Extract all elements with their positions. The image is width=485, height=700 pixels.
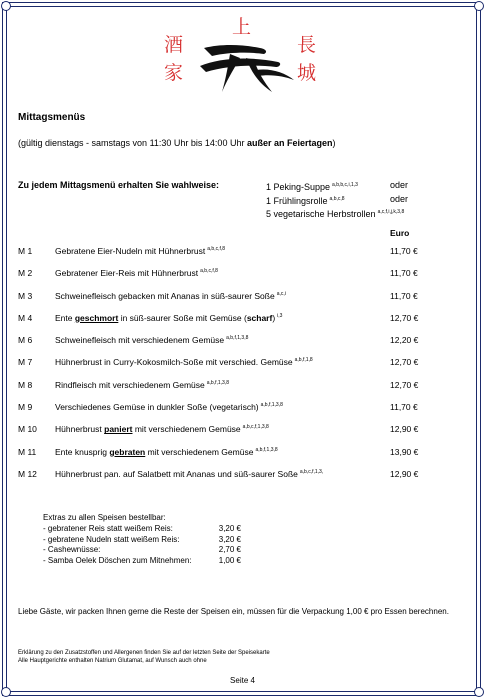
menu-item-dish bbox=[55, 402, 283, 412]
starter-option bbox=[266, 194, 408, 208]
menu-item-dish bbox=[55, 335, 248, 345]
menu-item-price: 12,70 € bbox=[390, 379, 419, 390]
validity-suffix: ) bbox=[332, 138, 336, 148]
menu-item bbox=[18, 424, 458, 446]
menu-item bbox=[18, 335, 458, 357]
menu-item-price: 11,70 € bbox=[390, 268, 418, 279]
dish-text: Ente knusprig bbox=[55, 446, 110, 457]
msg-note: Alle Hauptgerichte enthalten Natrium Glutamat, auf Wunsch auch ohne bbox=[18, 657, 207, 664]
menu-item-number: M 6 bbox=[18, 335, 33, 346]
extra-item-price: 1,00 € bbox=[218, 556, 241, 566]
dish-text: Schweinefleisch mit verschiedenem Gemüse bbox=[55, 335, 225, 346]
extra-item-name: - Samba Oelek Döschen zum Mitnehmen: bbox=[43, 556, 192, 566]
allergen-codes: a,b,b,c,i,1,3 bbox=[332, 182, 358, 188]
logo-char: 家 bbox=[164, 62, 184, 84]
menu-item-price: 11,70 € bbox=[390, 402, 418, 413]
menu-item-price: 13,90 € bbox=[390, 446, 419, 457]
starter-option bbox=[266, 180, 408, 194]
menu-item-dish bbox=[55, 469, 323, 479]
allergen-codes: a,c,f,i,j,k,3,8 bbox=[377, 209, 405, 215]
dish-text: mit verschiedenem Gemüse bbox=[132, 424, 241, 435]
dish-text: Schweinefleisch gebacken mit Ananas in süß-saurer Soße bbox=[55, 290, 275, 301]
corner-ornament-top-right bbox=[474, 1, 484, 11]
choice-label: Zu jedem Mittagsmenü erhalten Sie wahlweise: bbox=[18, 180, 220, 190]
starter-option-name: 1 Peking-Suppe $^{a,b,b,c,i,1,3}$ bbox=[266, 182, 358, 192]
menu-item-number: M 9 bbox=[18, 402, 33, 413]
menu-item bbox=[18, 291, 458, 313]
extra-item bbox=[43, 524, 241, 535]
extras-list bbox=[43, 524, 241, 567]
packaging-notice: Liebe Gäste, wir packen Ihnen gerne die Reste der Speisen ein, müssen für die Verpackung 1,00 € pro Essen berechnen. bbox=[18, 607, 449, 616]
allergen-codes: a,b,c,f,8 bbox=[200, 268, 218, 275]
menu-item bbox=[18, 380, 458, 402]
dish-text: Hühnerbrust in Curry-Kokosmilch-Soße mit verschied. Gemüse bbox=[55, 357, 293, 368]
dish-text: Ente bbox=[55, 312, 75, 323]
allergen-codes: a,c,i bbox=[276, 290, 286, 297]
extra-item bbox=[43, 535, 241, 546]
starter-option-conj: oder bbox=[390, 193, 409, 204]
dish-text: geschmort bbox=[74, 312, 119, 323]
validity-holiday: außer an Feiertagen bbox=[246, 138, 333, 148]
extra-item-price: 3,20 € bbox=[218, 523, 241, 533]
logo-char: 上 bbox=[232, 16, 252, 38]
allergen-codes: a,b,f,1,8 bbox=[294, 357, 313, 364]
menu-item-dish bbox=[55, 424, 269, 434]
menu-item-price: 12,90 € bbox=[390, 468, 419, 479]
allergen-codes: a,b,c,f,1,3,8 bbox=[242, 424, 269, 431]
menu-item-number: M 1 bbox=[18, 246, 33, 256]
menu-item bbox=[18, 357, 458, 379]
dish-text: ) bbox=[272, 312, 276, 323]
corner-ornament-top-left bbox=[1, 1, 11, 11]
menu-item-number: M 2 bbox=[18, 268, 33, 279]
allergen-codes: a,b,c,8 bbox=[329, 195, 345, 202]
allergen-codes: i,3 bbox=[277, 312, 283, 319]
dish-text: Gebratene Eier-Nudeln mit Hühnerbrust bbox=[55, 246, 206, 256]
menu-item bbox=[18, 447, 458, 469]
extra-item bbox=[43, 556, 241, 567]
menu-item-number: M 11 bbox=[18, 446, 37, 457]
allergen-note: Erklärung zu den Zusatzstoffen und Allergenen finden Sie auf der letzten Seite der Speisekarte bbox=[18, 650, 270, 656]
starter-option-name: 5 vegetarische Herbstrollen $^{a,c,f,i,j,k,3,8}$ bbox=[266, 209, 405, 219]
dish-text: paniert bbox=[104, 424, 133, 435]
menu-item-dish bbox=[55, 380, 229, 390]
lunch-menu-list bbox=[18, 246, 458, 491]
dish-text: mit verschiedenem Gemüse bbox=[145, 446, 254, 457]
validity-text: (gültig dienstags - samstags von 11:30 Uhr bis 14:00 Uhr bbox=[18, 138, 247, 148]
extra-item bbox=[43, 545, 241, 556]
extras-heading: Extras zu allen Speisen bestellbar: bbox=[43, 513, 166, 522]
menu-item bbox=[18, 246, 458, 268]
validity-note bbox=[18, 138, 335, 148]
dish-text: Rindfleisch mit verschiedenem Gemüse bbox=[55, 379, 205, 390]
starter-choices bbox=[266, 180, 408, 221]
menu-item-number: M 12 bbox=[18, 468, 37, 479]
dish-text: Hühnerbrust bbox=[55, 424, 105, 435]
menu-item-dish bbox=[55, 357, 313, 367]
dish-text: in süß-saurer Soße mit Gemüse ( bbox=[118, 312, 247, 323]
allergen-codes: a,b,f,1,3,8 bbox=[255, 446, 278, 453]
restaurant-logo bbox=[160, 14, 325, 104]
menu-item bbox=[18, 469, 458, 491]
great-wall-brush-icon bbox=[160, 14, 325, 104]
extra-item-name: - Cashewnüsse: bbox=[43, 545, 101, 555]
menu-item-price: 12,70 € bbox=[390, 357, 419, 368]
dish-text: scharf bbox=[246, 312, 273, 323]
corner-ornament-bottom-right bbox=[474, 687, 484, 697]
extra-item-price: 3,20 € bbox=[218, 534, 241, 544]
menu-item-number: M 10 bbox=[18, 424, 37, 435]
menu-item-dish bbox=[55, 447, 278, 457]
page-title: Mittagsmenüs bbox=[18, 112, 86, 123]
menu-item-number: M 7 bbox=[18, 357, 33, 368]
currency-header: Euro bbox=[390, 228, 410, 238]
menu-item-price: 11,70 € bbox=[390, 290, 418, 301]
menu-item-price: 12,70 € bbox=[390, 312, 419, 323]
menu-item-price: 11,70 € bbox=[390, 246, 418, 256]
menu-item-price: 12,90 € bbox=[390, 424, 419, 435]
dish-text: Verschiedenes Gemüse in dunkler Soße (vegetarisch) bbox=[55, 402, 259, 413]
corner-ornament-bottom-left bbox=[1, 687, 11, 697]
extra-item-price: 2,70 € bbox=[218, 545, 241, 555]
menu-item bbox=[18, 268, 458, 290]
allergen-codes: a,b,f,1,3,8 bbox=[226, 335, 249, 342]
fine-print bbox=[18, 650, 458, 665]
menu-item-number: M 3 bbox=[18, 290, 33, 301]
menu-item-dish bbox=[55, 268, 218, 278]
allergen-codes: a,b,c,f,8 bbox=[207, 246, 226, 252]
extras-box bbox=[43, 513, 241, 567]
logo-char: 酒 bbox=[164, 34, 184, 56]
menu-item-dish bbox=[55, 313, 282, 323]
allergen-codes: a,b,f,1,3,8 bbox=[260, 402, 283, 409]
logo-char: 長 bbox=[297, 34, 317, 56]
dish-text: Hühnerbrust pan. auf Salatbett mit Ananas und süß-saurer Soße bbox=[55, 468, 298, 479]
starter-option-name: 1 Frühlingsrolle $^{a,b,c,8}$ bbox=[266, 195, 345, 206]
menu-item-dish bbox=[55, 246, 225, 256]
menu-item bbox=[18, 402, 458, 424]
starter-option bbox=[266, 207, 408, 221]
menu-item-number: M 8 bbox=[18, 379, 33, 390]
menu-item-price: 12,20 € bbox=[390, 335, 419, 346]
allergen-codes: a,b,f,1,3,8 bbox=[206, 379, 230, 386]
dish-text: gebraten bbox=[109, 446, 146, 457]
dish-text: Gebratener Eier-Reis mit Hühnerbrust bbox=[55, 268, 199, 279]
logo-char: 城 bbox=[297, 62, 317, 84]
menu-item-dish bbox=[55, 291, 286, 301]
allergen-codes: a,b,c,f,1,3, bbox=[299, 468, 324, 475]
menu-item-number: M 4 bbox=[18, 312, 33, 323]
page-number: Seite 4 bbox=[230, 676, 255, 685]
starter-option-conj: oder bbox=[390, 180, 409, 190]
extra-item-name: - gebratener Reis statt weißem Reis: bbox=[43, 523, 173, 533]
menu-item bbox=[18, 313, 458, 335]
extra-item-name: - gebratene Nudeln statt weißem Reis: bbox=[43, 534, 180, 544]
